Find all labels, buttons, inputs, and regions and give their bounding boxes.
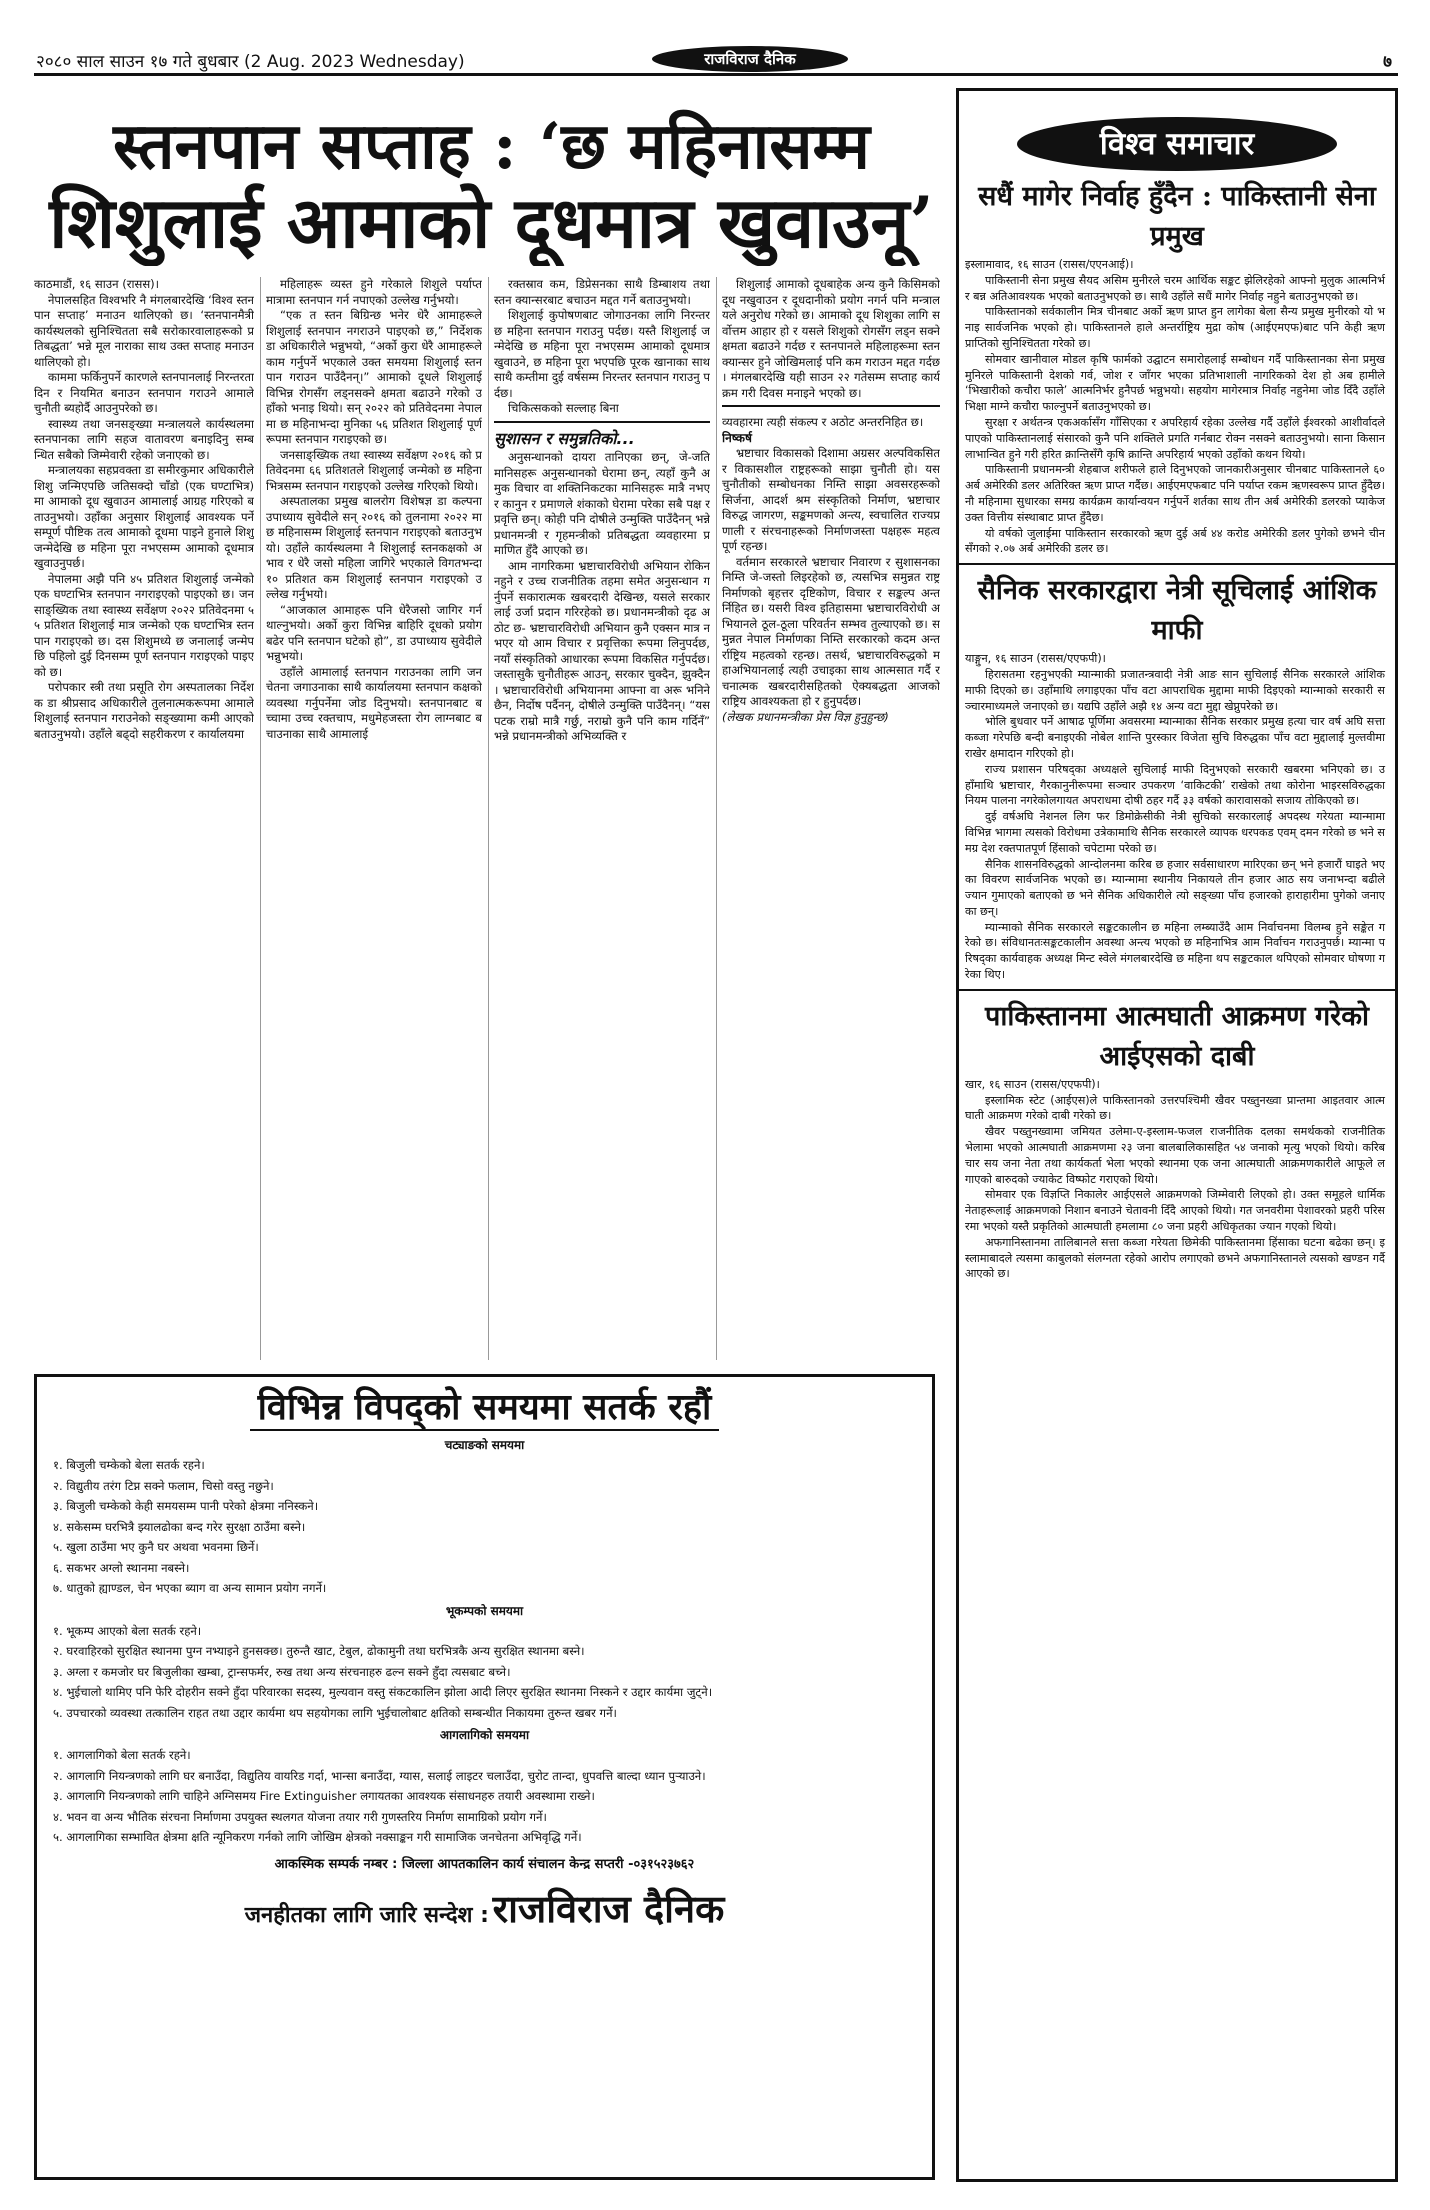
fire-list xyxy=(37,1747,932,1846)
article-paragraph: भ्रष्टाचार विकासको दिशामा अग्रसर अल्पविकसित र विकासशील राष्ट्रहरूको साझा चुनौती हो। यस चुनौतीको सम्बोधनका निम्ति साझा अवसरहरूको सिर्जना, आदर्श श्रम संस्कृतिको निर्माण, भ्रष्टाचारविरुद्ध जागरण, सङ्कमणको अन्त्य, स्वचालित राज्यप्रणाली र संरचनाहरूको निर्माणजस्ता पक्षहरू महत्वपूर्ण रहन्छ। xyxy=(722,446,940,553)
article-paragraph: व्यवहारमा त्यही संकल्प र अठोट अन्तरनिहित छ। xyxy=(722,415,924,429)
article-paragraph: शिशुलाई आमाको दूधबाहेक अन्य कुनै किसिमको दूध नखुवाउन र दूधदानीको प्रयोग नगर्न पनि मन्त्रालयले अनुरोध गरेको छ। आमाको दूध शिशुका लागि सर्वोत्तम आहार हो र यसले शिशुको रोगसँग लड्न सक्ने क्षमता बढाउने गर्दछ र स्तनपानले महिलाहरूमा स्तन क्यान्सर हुने जोखिमलाई पनि कम गराउन मद्दत गर्दछ। मंगलबारदेखि यही साउन २२ गतेसम्म सप्ताह कार्यक्रम गरी दिवस मनाइने भएको छ। xyxy=(722,277,940,400)
emergency-contact: आकस्मिक सम्पर्क नम्बर : जिल्ला आपतकालिन कार्य संचालन केन्द्र सप्तरी -०३१५२३७६२ xyxy=(274,1856,695,1872)
list-item: २. घरवाहिरको सुरक्षित स्थानमा पुग्न नभ्याइने हुनसक्छ। तुरुन्तै खाट, टेबुल, ढोकामुनी तथा घरभित्रकै अन्य सुरक्षित स्थानमा बस्ने। xyxy=(53,1644,585,1658)
article-paragraph: “एक त स्तन बिग्रिन्छ भनेर धेरै आमाहरूले शिशुलाई स्तनपान नगराउने पाइएको छ,” निर्देशक डा अधिकारीले भन्नुभयो, “अर्को कुरा धेरै आमाहरूले काम गर्नुपर्ने भएकाले उक्त समयमा शिशुलाई स्तनपान गराउन पाउँदैनन्।” आमाको दूधले शिशुलाई विभिन्न रोगसँग लड्नसक्ने क्षमता बढाउने गरेको उहाँको भनाइ थियो। सन् २०२२ को प्रतिवेदनमा नेपालमा छ महिनाभन्दा मुनिका ५६ प्रतिशत शिशुलाई पूर्णरूपमा स्तनपान गराइएको छ। xyxy=(266,308,482,446)
news-paragraph: सैनिक शासनविरुद्धको आन्दोलनमा करिब छ हजार सर्वसाधारण मारिएका छन् भने हजारौं घाइते भएका विवरण सार्वजनिक भएको छ। म्यान्मामा स्थानीय निकायले तीन हजार आठ सय जनाभन्दा बढीले ज्यान गुमाएको बताएको छ भने सैनिक अधिकारीले त्यो सङ्ख्या पाँच हजारको हाराहारीमा पुगेको जनाएका छन्। xyxy=(965,857,1385,918)
main-headline-line-2: शिशुलाई आमाको दूधमात्र खुवाउनू’ xyxy=(49,181,934,264)
article-paragraph: नेपालसहित विश्वभरि नै मंगलबारदेखि ‘विश्व स्तनपान सप्ताह’ मनाउन थालिएको छ। ‘स्तनपानमैत्री कार्यस्थलको सुनिश्चितता सबै सरोकारवालाहरूको प्रतिबद्धता’ भन्ने मूल नाराका साथ उक्त सप्ताह मनाउन थालिएको हो। xyxy=(34,292,254,369)
news-paragraph: अफगानिस्तानमा तालिबानले सत्ता कब्जा गरेयता छिमेकी पाकिस्तानमा हिंसाका घटना बढेका छन्। इस्लामाबादले त्यसमा काबुलको संलग्नता रहेको आरोप लगाएको छभने अफगानिस्तानले त्यसको खण्डन गर्दै आएको छ। xyxy=(965,1235,1385,1281)
news-paragraph: म्यान्माको सैनिक सरकारले सङ्कटकालीन छ महिना लम्ब्याउँदै आम निर्वाचनमा विलम्ब हुने सङ्केत गरेको छ। संविधानतःसङ्कटकालीन अवस्था अन्त्य भएको छ महिनाभित्र आम निर्वाचन गराउनुपर्छ। म्यान्मा परिषद्का कार्यवाहक अध्यक्ष मिन्ट स्वेले मंगलबारदेखि छ महिना थप सङ्कटकाल थपिएको सोमवार घोषणा गरेका थिए। xyxy=(965,920,1385,982)
news-paragraph: दुई वर्षअघि नेशनल लिग फर डिमोक्रेसीकी नेत्री सुचिको सरकारलाई अपदस्थ गरेयता म्यान्मामा विभिन्न भागमा त्यसको विरोधमा उत्रेकामाथि सैनिक सरकारले व्यापक धरपकड एवम् दमन गरेको छ भने समग्र देश रक्तपातपूर्ण हिंसाको चपेटामा परेको छ। xyxy=(965,810,1385,855)
section-heading-earthquake: भूकम्पको समयमा xyxy=(445,1603,524,1618)
news-paragraph: इस्लामिक स्टेट (आईएस)ले पाकिस्तानको उत्तरपश्चिमी खैवर पख्तुनख्वा प्रान्तमा आइतवार आत्मघाती आक्रमण गरेको दाबी गरेको छ। xyxy=(965,1093,1385,1123)
article-paragraph: उहाँले आमालाई स्तनपान गराउनका लागि जनचेतना जगाउनाका साथै कार्यालयमा स्तनपान कक्षको व्यवस्था गर्नुपर्नेमा जोड दिनुभयो। स्तनपानबाट बच्चामा उच्च रक्तचाप, मधुमेहजस्ता रोग लाग्नबाट बचाउनाका साथै आमालाई xyxy=(266,664,482,741)
list-item: २. विद्युतीय तरंग टिप्न सक्ने फलाम, चिसो वस्तु नछुने। xyxy=(53,1478,274,1493)
article-paragraph: वर्तमान सरकारले भ्रष्टाचार निवारण र सुशासनका निम्ति जे-जस्तो लिइरहेको छ, त्यसभित्र समुन्नत राष्ट्र निर्माणको बृहत्तर दृष्टिकोण, विचार र सङ्कल्प अन्तर्निहित छ। यसरी विश्व इतिहासमा भ्रष्टाचारविरोधी अभियानले ठूल-ठूला परिवर्तन सम्भव तुल्याएको छ। समुन्नत नेपाल निर्माणका निम्ति सरकारको कदम अन्तर्राष्ट्रिय महत्वको रहन्छ। तसर्थ, भ्रष्टाचारविरुद्धको महाअभियानलाई त्यही उचाइका साथ आत्मसात गर्दै रचनात्मक खबरदारीसहितको ऐक्यबद्धता आजको राष्ट्रिय आवश्यकता हो र हुनुपर्दछ। xyxy=(722,554,940,708)
column-divider xyxy=(260,277,261,1360)
news-paragraph: सोमवार खानीवाल मोडल कृषि फार्मको उद्घाटन समारोहलाई सम्बोधन गर्दै पाकिस्तानका सेना प्रमुख मुनिरले पाकिस्तानी देशको गर्व, जोश र जाँगर भएका प्रतिभाशाली नागरिकको देश हो अब हामीले ‘भिखारीको कचौरा फाले’ आत्मनिर्भर हुनैपर्छ भन्नुभयो। सहयोग मागेरमात्र निर्वाह नहुनेमा जोड दिँदै उहाँले भिक्षा माग्ने कचौरा फाल्नुपर्ने बताउनुभएको छ। xyxy=(965,352,1385,414)
article-paragraph: परोपकार स्त्री तथा प्रसूति रोग अस्पतालका निर्देशक डा श्रीप्रसाद अधिकारीले तुलनात्मकरूपमा आमाले शिशुलाई स्तनपान गराउनेको सङ्ख्यामा कमी आएको बताउनुभयो। उहाँले बढ्दो सहरीकरण र कार्यालयमा xyxy=(34,680,254,741)
earthquake-list xyxy=(37,1623,932,1722)
conclusion-heading: निष्कर्ष xyxy=(722,430,752,445)
message-tagline: जनहीतका लागि जारि सन्देश : xyxy=(244,1902,489,1928)
lightning-list xyxy=(37,1457,932,1597)
list-item: १. आगलागिको बेला सतर्क रहने। xyxy=(53,1748,191,1762)
article-paragraph: आम नागरिकमा भ्रष्टाचारविरोधी अभियान रोकिन नहुने र उच्च राजनीतिक तहमा समेत अनुसन्धान गर्नुपर्ने सकारात्मक खबरदारी देखिन्छ, यसले सरकारलाई उर्जा प्रदान गरिरहेको छ। प्रधानमन्त्रीको दृढ अठोट छ- भ्रष्टाचारविरोधी अभियान कुनै एक्सन मात्र नभएर यो आम विचार र प्रवृत्तिका रूपमा लिनुपर्दछ, नयाँ संस्कृतिको आधारका रूपमा विकसित गर्नुपर्दछ। जस्तासुकै चुनौतीहरू आउन्, सरकार चुक्दैन, झुक्दैन। भ्रष्टाचारविरोधी अभियानमा आफ्ना वा अरू भनिने छैन, निर्दोष पर्दैनन्, दोषीले उन्मुक्ति पाउँदैनन्। “यसपटक राम्रो मात्रै गर्छु, नराम्रो कुनै पनि काम गर्दिनँ” भन्ने प्रधानमन्त्रीको अभिव्यक्ति र xyxy=(494,558,710,743)
list-item: २. आगलागि नियन्त्रणको लागि घर बनाउँदा, विद्युतिय वायरिड गर्दा, भान्सा बनाउँदा, ग्यास, सलाई लाइटर चलाउँदा, चुरोट तान्दा, धुपवत्ति बाल्दा ध्यान पुऱ्याउने। xyxy=(53,1768,706,1783)
news-headline: सैनिक सरकारद्वारा नेत्री सूचिलाई आंशिक माफी xyxy=(977,575,1377,647)
article-paragraph: काममा फर्किनुपर्ने कारणले स्तनपानलाई निरन्तरता दिन र नियमित बनाउन स्तनपान गराउने आमाले चुनौती ब्यहोर्दै आउनुपरेको छ। xyxy=(34,370,254,415)
news-paragraph: पाकिस्तानी प्रधानमन्त्री शेहबाज शरीफले हाले दिनुभएको जानकारीअनुसार चीनबाट पाकिस्तानले ६० अर्ब अमेरिकी डलर अतिरिक्त ऋण प्राप्त गर्दैछ। आईएमएफबाट पनि पर्याप्त रकम ऋणस्वरूप प्राप्त हुँदैछ। नौ महिनामा सुधारका समग्र कार्यक्रम कार्यान्वयन गर्नुपर्ने शर्तका साथ तीन अर्ब अमेरिकी डलरको प्याकेज उक्त वित्तीय संस्थाबाट प्राप्त हुँदैछ। xyxy=(965,463,1385,524)
article-column-4 xyxy=(722,277,940,1363)
news-body xyxy=(959,257,1395,557)
column-divider xyxy=(488,277,489,1360)
article-paragraph: “आजकाल आमाहरू पनि धेरैजसो जागिर गर्न थाल्नुभयो। अर्को कुरा विभिन्न बाहिरि दूधको प्रयोग बढेर पनि स्तनपान घटेको हो”, डा उपाध्याय सुवेदीले भन्नुभयो। xyxy=(266,602,482,663)
list-item: ७. धातुको ह्याण्डल, चेन भएका ब्याग वा अन्य सामान प्रयोग नगर्ने। xyxy=(53,1581,327,1595)
author-note: (लेखक प्रधानमन्त्रीका प्रेस विज्ञ हुनुहुन्छ) xyxy=(722,709,889,724)
section-heading-lightning: चट्याङको समयमा xyxy=(444,1438,525,1452)
issue-date: २०८० साल साउन १७ गते बुधबार (2 Aug. 2023 Wednesday) xyxy=(36,52,465,72)
news-paragraph: सुरक्षा र अर्थतन्त्र एकअर्कासँग गाँसिएका र अपरिहार्य रहेका उल्लेख गर्दै उहाँले ईश्वरको आशीर्वादले पाएको पाकिस्तानलाई संसारको कुनै पनि शक्तिले प्रगति गर्नबाट रोक्न नसक्ने बताउनुभयो। साना किसान लाभान्वित हुने गरी हरित क्रान्तिसँगै कृषि क्रान्ति अपरिहार्य भएको उहाँको कथन थियो। xyxy=(965,415,1385,461)
list-item: ४. भुईचालो थामिए पनि फेरि दोहरीन सक्ने हुँदा परिवारका सदस्य, मुल्यवान वस्तु संकटकालिन झोला आदी लिएर सुरक्षित स्थानमा निस्कने र उद्दार कार्यमा जुट्ने। xyxy=(53,1685,713,1699)
section-heading-fire: आगलागिको समयमा xyxy=(439,1728,530,1742)
disaster-awareness-box xyxy=(34,1374,935,2180)
list-item: ३. बिजुली चम्केको केही समयसम्म पानी परेको क्षेत्रमा ननिस्कने। xyxy=(53,1499,319,1513)
masthead-bar xyxy=(34,46,1398,76)
main-headline-line-1: स्तनपान सप्ताह : ‘छ महिनासम्म xyxy=(113,109,870,184)
public-message-signature xyxy=(37,1882,932,1934)
news-paragraph: पाकिस्तानी सेना प्रमुख सैयद असिम मुनीरले चरम आर्थिक सङ्कट झेलिरहेको आफ्नो मुलुक आत्मनिर्भर बन्न अतिआवश्यक भएको बताउनुभएको छ। साथै उहाँले सधैं मागेर निर्वाह नहुने बताउनुभएको छ। xyxy=(965,273,1385,303)
news-paragraph: यो वर्षको जुलाईमा पाकिस्तान सरकारको ऋण दुई अर्ब ४४ करोड अमेरिकी डलर पुगेको छभने चीनसँगको २.०७ अर्ब अमेरिकी डलर छ। xyxy=(965,526,1385,556)
list-item: ५. आगलागिका सम्भावित क्षेत्रमा क्षति न्यूनिकरण गर्नको लागि जोखिम क्षेत्रको नक्साङ्कन गरी सामाजिक जनचेतना अभिवृद्धि गर्ने। xyxy=(53,1830,582,1844)
news-paragraph: राज्य प्रशासन परिषद्का अध्यक्षले सुचिलाई माफी दिनुभएको सरकारी खबरमा भनिएको छ। उहाँमाथि भ्रष्टाचार, गैरकानुनीरूपमा सञ्चार उपकरण ‘वाकिटकी’ राखेको तथा कोरोना भाइरसविरुद्धका नियम पालना नगरेकोलगायत अपराधमा दोषी ठहर गर्दै ३३ वर्षको कारावासको सजाय तोकिएको छ। xyxy=(965,762,1385,808)
news-separator xyxy=(959,989,1395,991)
world-news-banner: विश्व समाचार xyxy=(1017,117,1337,171)
news-paragraph: सोमवार एक विज्ञप्ति निकालेर आईएसले आक्रमणको जिम्मेवारी लिएको हो। उक्त समूहले धार्मिक नेताहरूलाई आक्रमणको निशान बनाउने चेतावनी दिँदै आएको थियो। गत जनवरीमा पेशावरको प्रहरी परिसरमा भएको यस्तै प्रकृतिको आत्मघाती हमलामा ८० जना प्रहरी अधिकृतका ज्यान गएको थियो। xyxy=(965,1188,1385,1234)
article-paragraph: मन्त्रालयका सहप्रवक्ता डा समीरकुमार अधिकारीले शिशु जन्मिएपछि जतिसक्दो चाँडो (एक घण्टाभित्र) मा आमाको दूध खुवाउन आमालाई आग्रह गरिएको बताउनुभयो। उहाँका अनुसार शिशुलाई आवश्यक पर्ने सम्पूर्ण पौष्टिक तत्व आमाको दूधमा पाइने हुनाले शिशु जन्मेदेखि छ महिना पूरा नभएसम्म आमाको दूधमात्र खुवाउनुपर्छ। xyxy=(34,463,254,570)
list-item: ३. अग्ला र कमजोर घर बिजुलीका खम्बा, ट्रान्सफर्मर, रुख तथा अन्य संरचनाहरु ढल्न सक्ने हुँदा त्यसबाट बच्ने। xyxy=(53,1664,511,1679)
brand-name: राजविराज दैनिक xyxy=(492,1885,725,1931)
article-paragraph: नेपालमा अझै पनि ४५ प्रतिशत शिशुलाई जन्मेको एक घण्टाभित्र स्तनपान नगराइएको पाइएको छ। जनसाङ्ख्यिक तथा स्वास्थ्य सर्वेक्षण २०२२ प्रतिवेदनमा ५५ प्रतिशत शिशुलाई मात्र जन्मेको एक घण्टाभित्र स्तनपान गराइएको छ। दस शिशुमध्ये छ जनालाई जन्मेपछि पहिलो दुई दिनसम्म पूर्ण स्तनपान गराइएको पाइएको छ। xyxy=(34,571,254,679)
article-paragraph: अनुसन्धानको दायरा तानिएका छन्, जे-जति मानिसहरू अनुसन्धानको घेरामा छन्, त्यहाँ कुनै अमुक विचार वा शक्तिनिकटका मानिसहरू मात्रै नभएर कानुन र प्रमाणले शंकाको घेरामा परेका सबै पक्ष र प्रवृत्ति छन्। कोही पनि दोषीले उन्मुक्ति पाउँदैनन् भन्ने प्रधानमन्त्री र गृहमन्त्रीको प्रतिबद्धता व्यवहारमा प्रमाणित हुँदै आएको छ। xyxy=(494,450,710,557)
news-paragraph: भोलि बुधवार पर्ने आषाढ पूर्णिमा अवसरमा म्यान्माका सैनिक सरकार प्रमुख हत्या चार वर्ष अघि सत्ता कब्जा गरेपछि बन्दी बनाइएकी नोबेल शान्ति पुरस्कार विजेता सुचि विरुद्धका पाँच वटा मुद्दालाई मुल्तवीमा राखेर क्षमादान गरिएको हो। xyxy=(965,715,1385,760)
article-paragraph: शिशुलाई कुपोषणबाट जोगाउनका लागि निरन्तर छ महिना स्तनपान गराउनु पर्दछ। यस्तै शिशुलाई जन्मेदेखि छ महिना पूरा नभएसम्म आमाको दूधमात्र खुवाउने, छ महिना पूरा भएपछि पूरक खानाका साथसाथै कम्तीमा दुई वर्षसम्म निरन्तर स्तनपान गराउनु पर्दछ। xyxy=(494,308,710,400)
list-item: ४. भवन वा अन्य भौतिक संरचना निर्माणमा उपयुक्त स्थलगत योजना तयार गरी गुणस्तरिय निर्माण सामाग्रिको प्रयोग गर्ने। xyxy=(53,1809,547,1824)
news-paragraph: पाकिस्तानको सर्वकालीन मित्र चीनबाट अर्को ऋण प्राप्त हुन लागेका बेला सैन्य प्रमुख मुनीरको यो भनाइ सार्वजनिक भएको हो। पाकिस्तानले हाले अन्तर्राष्ट्रिय मुद्रा कोष (आईएमएफ)बाट पनि केही ऋण प्राप्तिको सुनिश्चितता गरेको छ। xyxy=(965,305,1385,350)
article-paragraph: स्वास्थ्य तथा जनसङ्ख्या मन्त्रालयले कार्यस्थलमा स्तनपानका लागि सहज वातावरण बनाइदिनु सम्बन्धित सबैको जिम्मेवारी रहेको जनाएको छ। xyxy=(34,416,254,462)
list-item: ४. सकेसम्म घरभित्रै झ्यालढोका बन्द गरेर सुरक्षा ठाउँमा बस्ने। xyxy=(53,1519,306,1534)
continued-article-title: सुशासन र समुन्नतिको... xyxy=(494,428,635,448)
article-paragraph: अस्पतालका प्रमुख बालरोग विशेषज्ञ डा कल्पना उपाध्याय सुवेदीले सन् २०१६ को तुलनामा २०२२ मा छ महिनासम्म शिशुलाई स्तनपान गराइएको बताउनुभयो। उहाँले कार्यस्थलमा नै शिशुलाई स्तनकक्षको अभाव र धेरै जसो महिला जागिरे भएकाले विगतभन्दा १० प्रतिशत कम शिशुलाई स्तनपान गराइएको उल्लेख गर्नुभयो। xyxy=(266,494,482,601)
list-item: ५. खुला ठाउँमा भए कुनै घर अथवा भवनमा छिर्ने। xyxy=(53,1540,259,1554)
dateline: खार, १६ साउन (रासस/एएफपी)। xyxy=(965,1077,1100,1091)
news-headline: पाकिस्तानमा आत्मघाती आक्रमण गरेको आईएसको दाबी xyxy=(985,1000,1369,1072)
dateline: काठमाडौं, १६ साउन (रासस)। xyxy=(34,277,160,291)
news-paragraph: खैवर पख्तुनख्वामा जमियत उलेमा-ए-इस्लाम-फजल राजनीतिक दलका समर्थकको राजनीतिक भेलामा भएको आत्मघाती आक्रमणमा २३ जना बालबालिकासहित ५४ जनाको मृत्यु भएको थियो। करिब चार सय जना नेता तथा कार्यकर्ता भेला भएको स्थानमा एक जना आत्मघाती आक्रमणकारीले आफूले लगाएको बारुदको ज्याकेट विष्फोट गराएको थियो। xyxy=(965,1125,1385,1186)
newspaper-logo: राजविराज दैनिक xyxy=(652,46,848,72)
world-news-sidebar xyxy=(956,88,1398,2182)
article-column-1 xyxy=(34,277,254,1363)
news-separator xyxy=(959,563,1395,565)
box-title: विभिन्न विपद्को समयमा सतर्क रहौं xyxy=(37,1385,932,1431)
dateline: इस्लामावाद, १६ साउन (रासस/एएनआई)। xyxy=(965,258,1134,271)
article-column-2 xyxy=(266,277,482,1363)
article-column-3 xyxy=(494,277,710,1363)
article-separator xyxy=(494,421,710,423)
article-paragraph: रक्तस्राव कम, डिप्रेसनका साथै डिम्बाशय तथा स्तन क्यान्सरबाट बचाउन मद्दत गर्ने बताउनुभयो। xyxy=(494,277,710,307)
list-item: ५. उपचारको व्यवस्था तत्कालिन राहत तथा उद्दार कार्यमा थप सहयोगका लागि भुईचालोबाट क्षतिको सम्बन्धीत निकायमा तुरुन्त खबर गर्ने। xyxy=(53,1705,617,1720)
dateline: याङ्गुन, १६ साउन (रासस/एएफपी)। xyxy=(965,652,1106,666)
news-headline: सधैं मागेर निर्वाह हुँदैन : पाकिस्तानी सेना प्रमुख xyxy=(978,181,1376,252)
news-body xyxy=(959,651,1395,983)
article-separator xyxy=(722,405,940,407)
news-body xyxy=(959,1077,1395,1282)
article-paragraph: महिलाहरू व्यस्त हुने गरेकाले शिशुले पर्याप्त मात्रामा स्तनपान गर्न नपाएको उल्लेख गर्नुभयो। xyxy=(266,277,482,307)
list-item: १. भूकम्प आएको बेला सतर्क रहने। xyxy=(53,1623,202,1638)
page-number: ७ xyxy=(1383,52,1392,72)
news-paragraph: हिरासतमा रहनुभएकी म्यान्माकी प्रजातन्त्रवादी नेत्री आङ सान सुचिलाई सैनिक सरकारले आंशिक माफी दिएको छ। उहाँमाथि लगाइएका पाँच वटा आपराधिक मुद्दामा माफी दिइएको म्यान्माको सरकारी सञ्चारमाध्यमले जनाएको छ। यद्यपि उहाँले अझै १४ अन्य वटा मुद्दा खेप्नुपरेको छ। xyxy=(965,667,1385,713)
article-paragraph: चिकित्सकको सल्लाह बिना xyxy=(508,401,619,415)
list-item: ६. सकभर अग्लो स्थानमा नबस्ने। xyxy=(53,1560,190,1575)
article-paragraph: जनसाङ्ख्यिक तथा स्वास्थ्य सर्वेक्षण २०१६ को प्रतिवेदनमा ६६ प्रतिशतले शिशुलाई जन्मेको छ महिना भित्रसम्म स्तनपान गराइएको उल्लेख गरिएको थियो। xyxy=(266,447,482,493)
column-divider xyxy=(716,277,717,1360)
list-item: १. बिजुली चम्केको बेला सतर्क रहने। xyxy=(53,1458,205,1472)
list-item: ३. आगलागि नियन्त्रणको लागि चाहिने अग्निसमय Fire Extinguisher लगायतका आवश्यक संसाधनहरु तयारी अवस्थामा राख्ने। xyxy=(53,1789,595,1803)
